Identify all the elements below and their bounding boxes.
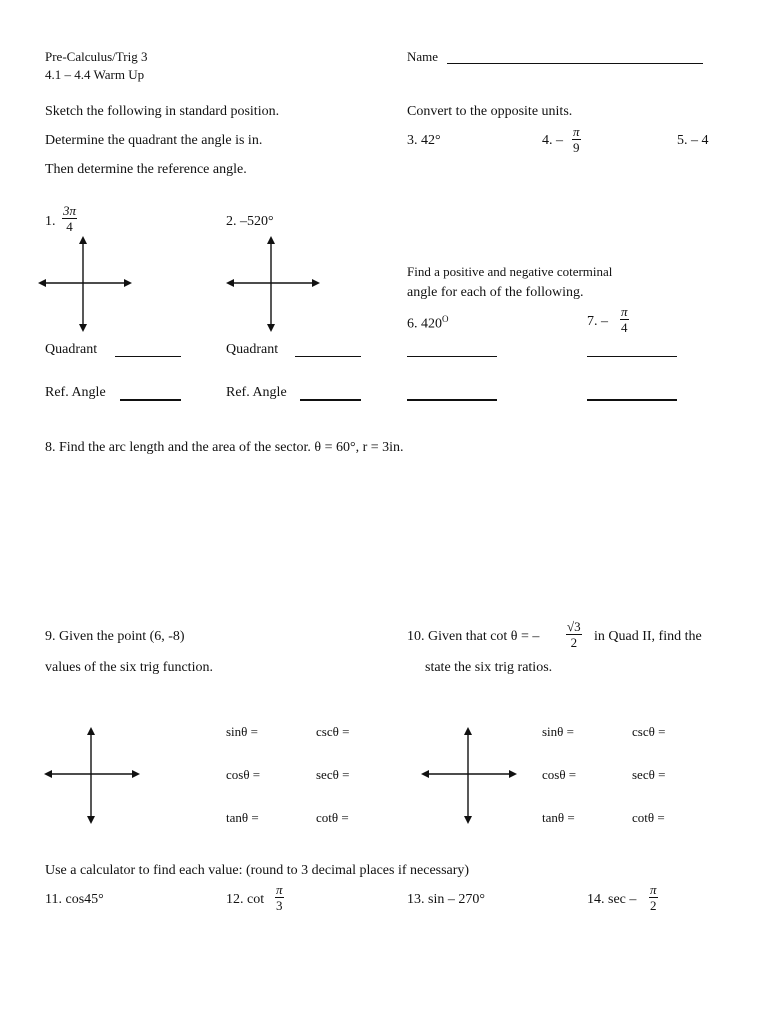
instruction-quadrant: Determine the quadrant the angle is in. (45, 133, 263, 148)
coordinate-axes-9 (43, 726, 141, 825)
fraction-denominator: 2 (650, 898, 657, 913)
quadrant-blank-1[interactable] (115, 356, 181, 357)
fraction-denominator: 3 (276, 898, 283, 913)
problem-6 (407, 315, 449, 332)
coterminal-blank-6b[interactable] (407, 399, 497, 401)
problem-13: 13. sin – 270° (407, 892, 485, 907)
csc-label-9: cscθ = (316, 724, 350, 739)
coterminal-instruction-1: Find a positive and negative coterminal (407, 264, 613, 279)
convert-title: Convert to the opposite units. (407, 104, 573, 119)
coterminal-blank-7b[interactable] (587, 399, 677, 401)
sin-label-9: sinθ = (226, 724, 258, 739)
calculator-instruction: Use a calculator to find each value: (round to 3 decimal places if necessary) (45, 863, 470, 878)
coterminal-blank-7a[interactable] (587, 356, 677, 357)
name-blank[interactable] (447, 63, 703, 64)
fraction-numerator: π (573, 124, 580, 139)
sec-label-10: secθ = (632, 767, 666, 782)
problem-8: 8. Find the arc length and the area of the sector. θ = 60°, r = 3in. (45, 440, 404, 455)
problem-12-label: 12. cot (226, 892, 265, 907)
problem-14-fraction (649, 883, 658, 912)
problem-6-text: 6. 420 (407, 316, 442, 332)
problem-2-label: 2. –520° (226, 214, 274, 229)
ref-angle-label-2: Ref. Angle (226, 385, 287, 400)
coordinate-axes-10 (420, 726, 518, 825)
coordinate-axes-2 (225, 235, 321, 333)
csc-label-10: cscθ = (632, 724, 666, 739)
fraction-denominator: 4 (621, 320, 628, 335)
problem-10-line-2: state the six trig ratios. (425, 660, 553, 675)
name-label: Name (407, 49, 439, 64)
problem-9-line-2: values of the six trig function. (45, 660, 213, 675)
course-title: Pre-Calculus/Trig 3 (45, 49, 148, 64)
problem-1-fraction (62, 204, 77, 233)
tan-label-10: tanθ = (542, 810, 575, 825)
instruction-sketch: Sketch the following in standard position. (45, 104, 280, 119)
instruction-reference: Then determine the reference angle. (45, 162, 247, 177)
cos-label-9: cosθ = (226, 767, 261, 782)
fraction-numerator: 3π (63, 203, 77, 218)
problem-9-line-1: 9. Given the point (6, -8) (45, 629, 185, 644)
problem-14-label: 14. sec – (587, 892, 637, 907)
fraction-numerator: π (650, 882, 657, 897)
problem-12-fraction (275, 883, 284, 912)
sin-label-10: sinθ = (542, 724, 574, 739)
fraction-denominator: 2 (570, 635, 578, 650)
degree-symbol: O (442, 314, 449, 324)
sec-label-9: secθ = (316, 767, 350, 782)
ref-angle-blank-1[interactable] (120, 399, 181, 401)
quadrant-label-1: Quadrant (45, 342, 98, 357)
fraction-numerator: π (276, 882, 283, 897)
ref-angle-label-1: Ref. Angle (45, 385, 106, 400)
fraction-numerator: √3 (567, 619, 581, 634)
coterminal-instruction-2: angle for each of the following. (407, 285, 584, 300)
cot-label-10: cotθ = (632, 810, 665, 825)
problem-4-label: 4. – (542, 133, 563, 148)
problem-10-fraction (566, 620, 582, 649)
problem-10-prefix: 10. Given that cot θ = – (407, 629, 540, 644)
problem-1-label: 1. (45, 214, 56, 229)
fraction-denominator: 9 (573, 140, 580, 155)
quadrant-label-2: Quadrant (226, 342, 279, 357)
problem-7-label: 7. – (587, 314, 608, 329)
cot-label-9: cotθ = (316, 810, 349, 825)
problem-4-fraction (572, 125, 581, 154)
unit-title: 4.1 – 4.4 Warm Up (45, 67, 145, 82)
coterminal-blank-6a[interactable] (407, 356, 497, 357)
problem-3: 3. 42° (407, 133, 441, 148)
cos-label-10: cosθ = (542, 767, 577, 782)
problem-11: 11. cos45° (45, 892, 104, 907)
coordinate-axes-1 (37, 235, 133, 333)
fraction-denominator: 4 (66, 219, 73, 234)
problem-5: 5. – 4 (677, 133, 709, 148)
ref-angle-blank-2[interactable] (300, 399, 361, 401)
tan-label-9: tanθ = (226, 810, 259, 825)
problem-10-suffix: in Quad II, find the (594, 629, 702, 644)
fraction-numerator: π (621, 304, 628, 319)
quadrant-blank-2[interactable] (295, 356, 361, 357)
problem-7-fraction (620, 305, 629, 334)
